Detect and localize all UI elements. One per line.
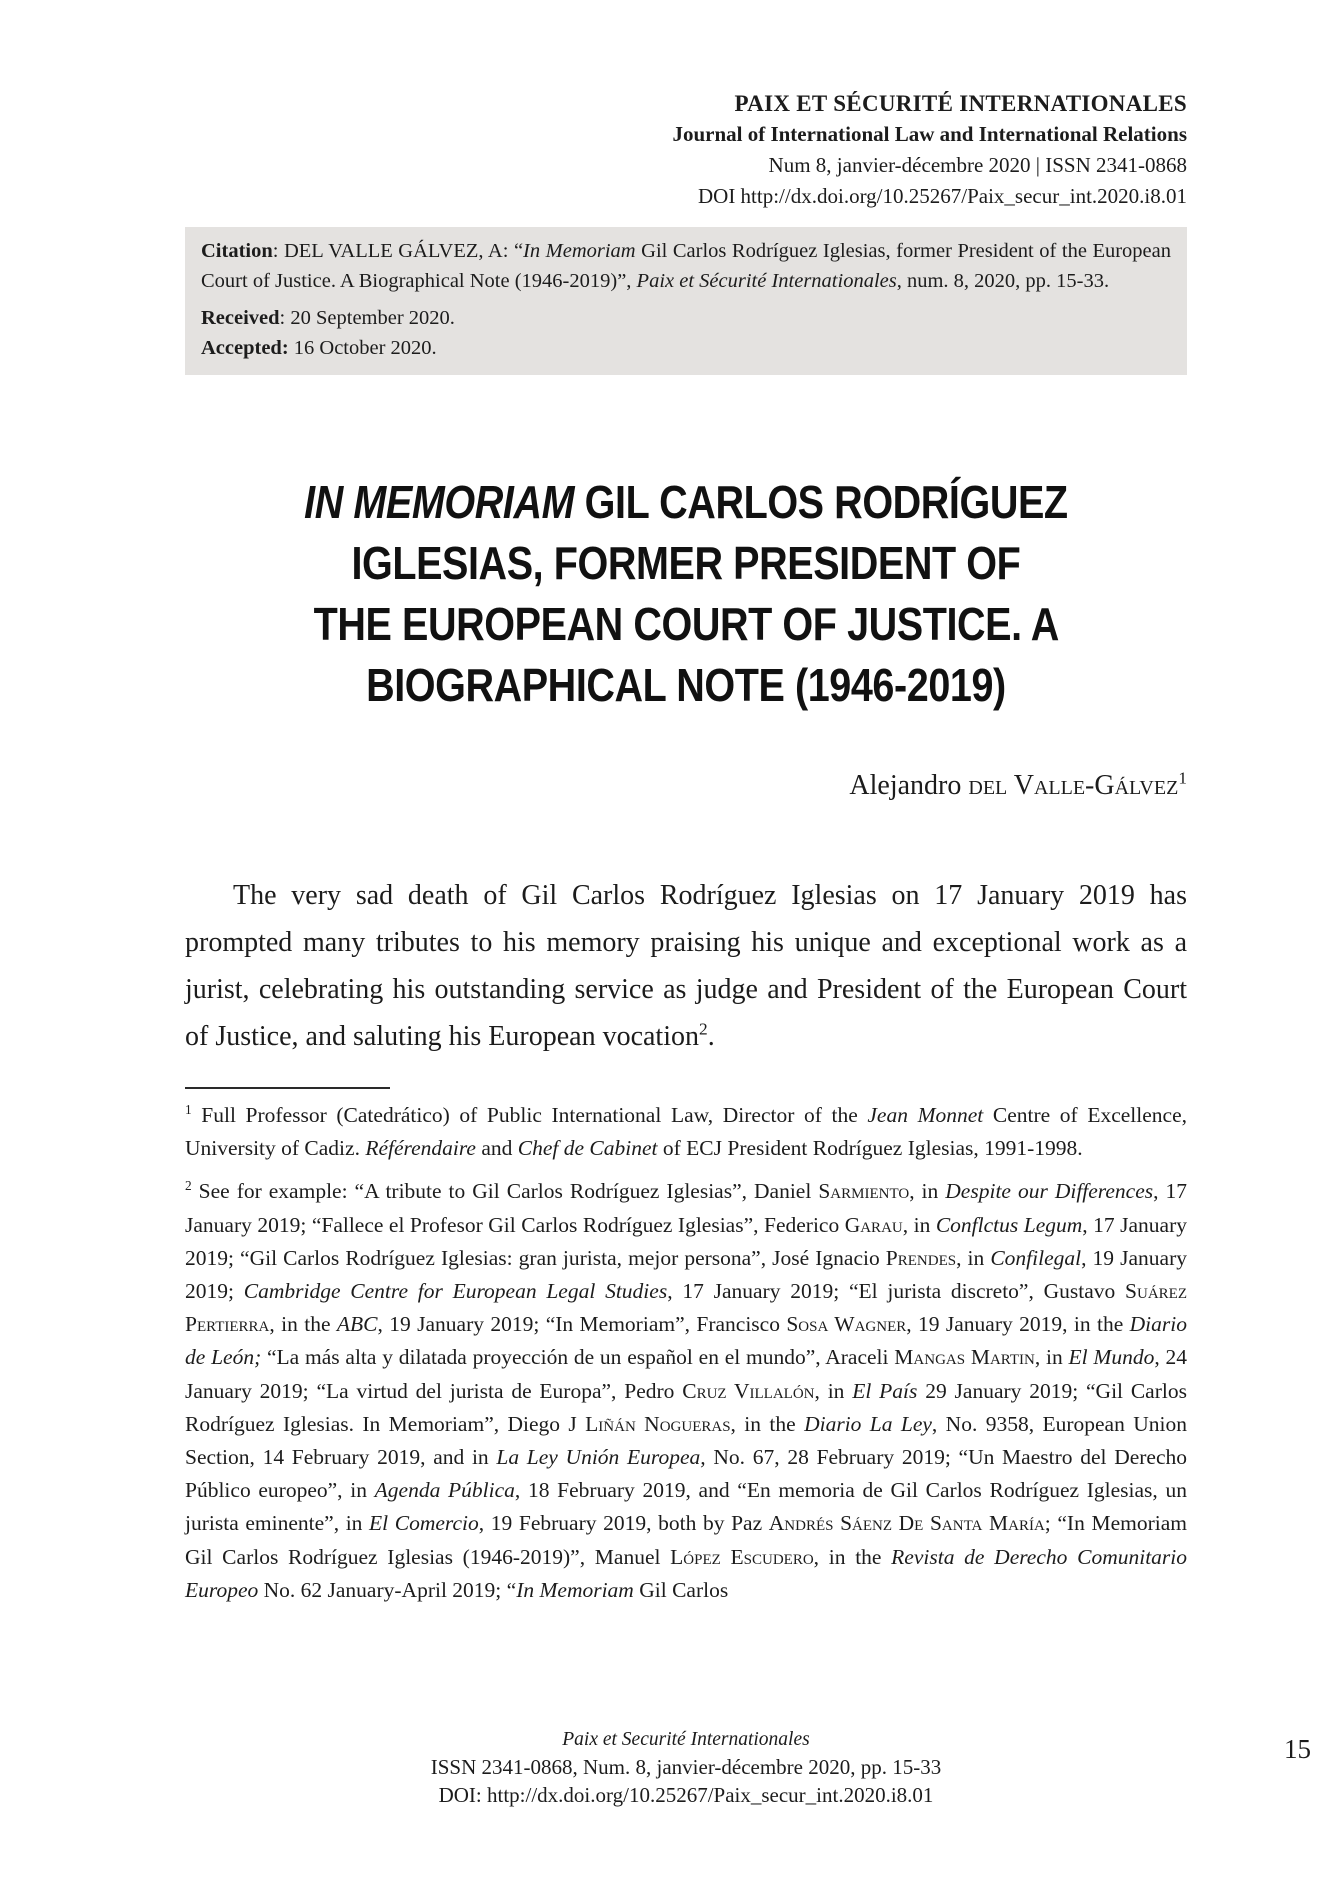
article-title-line-1: IN MEMORIAM GIL CARLOS RODRÍGUEZ xyxy=(304,476,1068,528)
author-line: Alejandro del Valle-Gálvez$^1$ xyxy=(849,768,1187,801)
article-title-line-3: THE EUROPEAN COURT OF JUSTICE. A xyxy=(313,598,1059,650)
article-title xyxy=(185,472,1187,716)
footer-doi-line: DOI: http://dx.doi.org/10.25267/Paix_secur_int.2020.i8.01 xyxy=(438,1783,934,1807)
article-title-line-2: IGLESIAS, FORMER PRESIDENT OF xyxy=(351,537,1021,589)
body-paragraph: The very sad death of Gil Carlos Rodríguez Iglesias on 17 January 2019 has prompted many tributes to his memory praising his unique and exceptional work as a jurist, celebrating his outstanding service as judge and President of the European Court of Justice, and saluting his European vocation$^2$. xyxy=(185,880,1187,1052)
journal-masthead xyxy=(185,88,1187,212)
received-line: Received: 20 September 2020. xyxy=(201,307,455,329)
page-footer xyxy=(185,1726,1311,1809)
footer-journal-name: Paix et Securité Internationales xyxy=(562,1729,810,1750)
citation-text: Citation: DEL VALLE GÁLVEZ, A: “In Memoriam Gil Carlos Rodríguez Iglesias, former President of the European Court of Justice. A Biographical Note (1946-2019)”, Paix et Sécurité Internationales, num. 8, 2020, pp. 15-33. xyxy=(201,240,1171,292)
issue-issn-line: Num 8, janvier-décembre 2020 | ISSN 2341-0868 xyxy=(768,153,1187,177)
page-number: 15 xyxy=(1284,1734,1311,1764)
header-doi-line: DOI http://dx.doi.org/10.25267/Paix_secur_int.2020.i8.01 xyxy=(697,184,1187,208)
journal-subtitle: Journal of International Law and International Relations xyxy=(672,122,1187,146)
citation-box xyxy=(185,227,1187,375)
footer-issn-line: ISSN 2341-0868, Num. 8, janvier-décembre 2020, pp. 15-33 xyxy=(430,1755,942,1779)
article-title-line-4: BIOGRAPHICAL NOTE (1946-2019) xyxy=(366,659,1006,711)
footnote-separator xyxy=(185,1087,390,1089)
journal-title: PAIX ET SÉCURITÉ INTERNATIONALES xyxy=(734,91,1187,116)
footnote-1: $^1$ Full Professor (Catedrático) of Public International Law, Director of the Jean Monnet Centre of Excellence, University of Cadiz. Référendaire and Chef de Cabinet of ECJ President Rodríguez Iglesias, 1991-1998. xyxy=(185,1101,1187,1161)
footnote-2: $^2$ See for example: “A tribute to Gil Carlos Rodríguez Iglesias”, Daniel Sarmiento, in Despite our Differences, 17 January 2019; “Fallece el Profesor Gil Carlos Rodríguez Iglesias”, Federico Garau, in Conflctus Legum, 17 January 2019; “Gil Carlos Rodríguez Iglesias: gran jurista, mejor persona”, José Ignacio Prendes, in Confilegal, 19 January 2019; Cambridge Centre for European Legal Studies, 17 January 2019; “El jurista discreto”, Gustavo Suárez Pertierra, in the ABC, 19 January 2019; “In Memoriam”, Francisco Sosa Wagner, 19 January 2019, in the Diario de León; “La más alta y dilatada proyección de un español en el mundo”, Araceli Mangas Martin, in El Mundo, 24 January 2019; “La virtud del jurista de Europa”, Pedro Cruz Villalón, in El País 29 January 2019; “Gil Carlos Rodríguez Iglesias. In Memoriam”, Diego J Liñán Nogueras, in the Diario La Ley, No. 9358, European Union Section, 14 February 2019, and in La Ley Unión Europea, No. 67, 28 February 2019; “Un Maestro del Derecho Público europeo”, in Agenda Pública, 18 February 2019, and “En memoria de Gil Carlos Rodríguez Iglesias, un jurista eminente”, in El Comercio, 19 February 2019, both by Paz Andrés Sáenz De Santa María; “In Memoriam Gil Carlos Rodríguez Iglesias (1946-2019)”, Manuel López Escudero, in the Revista de Derecho Comunitario Europeo No. 62 January-April 2019; “In Memoriam Gil Carlos xyxy=(185,1178,1188,1602)
accepted-line: Accepted: 16 October 2020. xyxy=(201,336,437,359)
